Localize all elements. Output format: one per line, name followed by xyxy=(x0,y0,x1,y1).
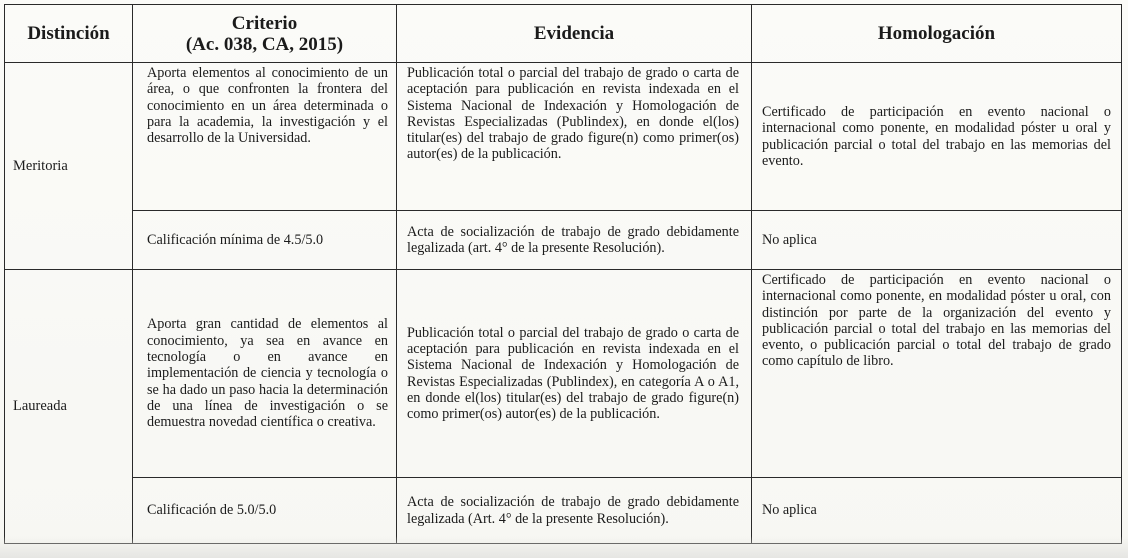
evidencia-cell: Acta de socialización de trabajo de grado debidamente legalizada (Art. 4° de la presente Resolución). xyxy=(397,478,752,544)
header-criterio-title: Criterio xyxy=(231,12,298,34)
homologacion-cell: No aplica xyxy=(752,211,1122,270)
homologacion-cell: Certificado de participación en evento nacional o internacional como ponente, en modalidad póster u oral, con distinción por parte de la organización del evento y publicación parcial o total del trabajo en las memorias del evento, o publicación parcial o total del trabajo de grado como capítulo de libro. xyxy=(752,270,1122,478)
criterio-cell: Calificación mínima de 4.5/5.0 xyxy=(133,211,397,270)
table-row-laureada-calificacion xyxy=(5,478,1122,544)
table-row-meritoria-criterio xyxy=(5,63,1122,211)
header-distincion: Distinción xyxy=(5,5,133,63)
header-criterio-reference: (Ac. 038, CA, 2015) xyxy=(185,33,344,55)
homologacion-cell: No aplica xyxy=(752,478,1122,544)
header-row xyxy=(5,5,1122,63)
header-homologacion: Homologación xyxy=(752,5,1122,63)
table-row-meritoria-calificacion xyxy=(5,211,1122,270)
distinction-table xyxy=(4,4,1122,544)
evidencia-cell: Publicación total o parcial del trabajo de grado o carta de aceptación para publicación en revista indexada en el Sistema Nacional de Indexación y Homologación de Revistas Especializadas (Publindex), en categoría A o A1, en donde el(los) titular(es) del trabajo de grado figure(n) como primer(os) autor(es) de la publicación. xyxy=(397,270,752,478)
page-bottom-shadow xyxy=(0,536,1128,558)
header-evidencia: Evidencia xyxy=(397,5,752,63)
criterio-cell: Aporta elementos al conocimiento de un área, o que confronten la frontera del conocimiento en un área determinada o para la academia, la investigación y el desarrollo de la Universidad. xyxy=(133,63,397,211)
distincion-meritoria: Meritoria xyxy=(5,63,133,270)
evidencia-cell: Publicación total o parcial del trabajo de grado o carta de aceptación para publicación en revista indexada en el Sistema Nacional de Indexación y Homologación de Revistas Especializadas (Publindex), en donde el(los) titular(es) del trabajo de grado figure(n) como primer(os) autor(es) de la publicación. xyxy=(397,63,752,211)
criterio-cell: Calificación de 5.0/5.0 xyxy=(133,478,397,544)
table-row-laureada-criterio xyxy=(5,270,1122,478)
evidencia-cell: Acta de socialización de trabajo de grado debidamente legalizada (art. 4° de la presente Resolución). xyxy=(397,211,752,270)
distincion-laureada: Laureada xyxy=(5,270,133,544)
homologacion-cell: Certificado de participación en evento nacional o internacional como ponente, en modalidad póster u oral y publicación parcial o total del trabajo en las memorias del evento. xyxy=(752,63,1122,211)
criterio-cell: Aporta gran cantidad de elementos al conocimiento, ya sea en avance en tecnología o en avance en implementación de ciencia y tecnología o se ha dado un paso hacia la determinación de una línea de investigación o se demuestra novedad científica o creativa. xyxy=(133,270,397,478)
header-criterio xyxy=(133,5,397,63)
